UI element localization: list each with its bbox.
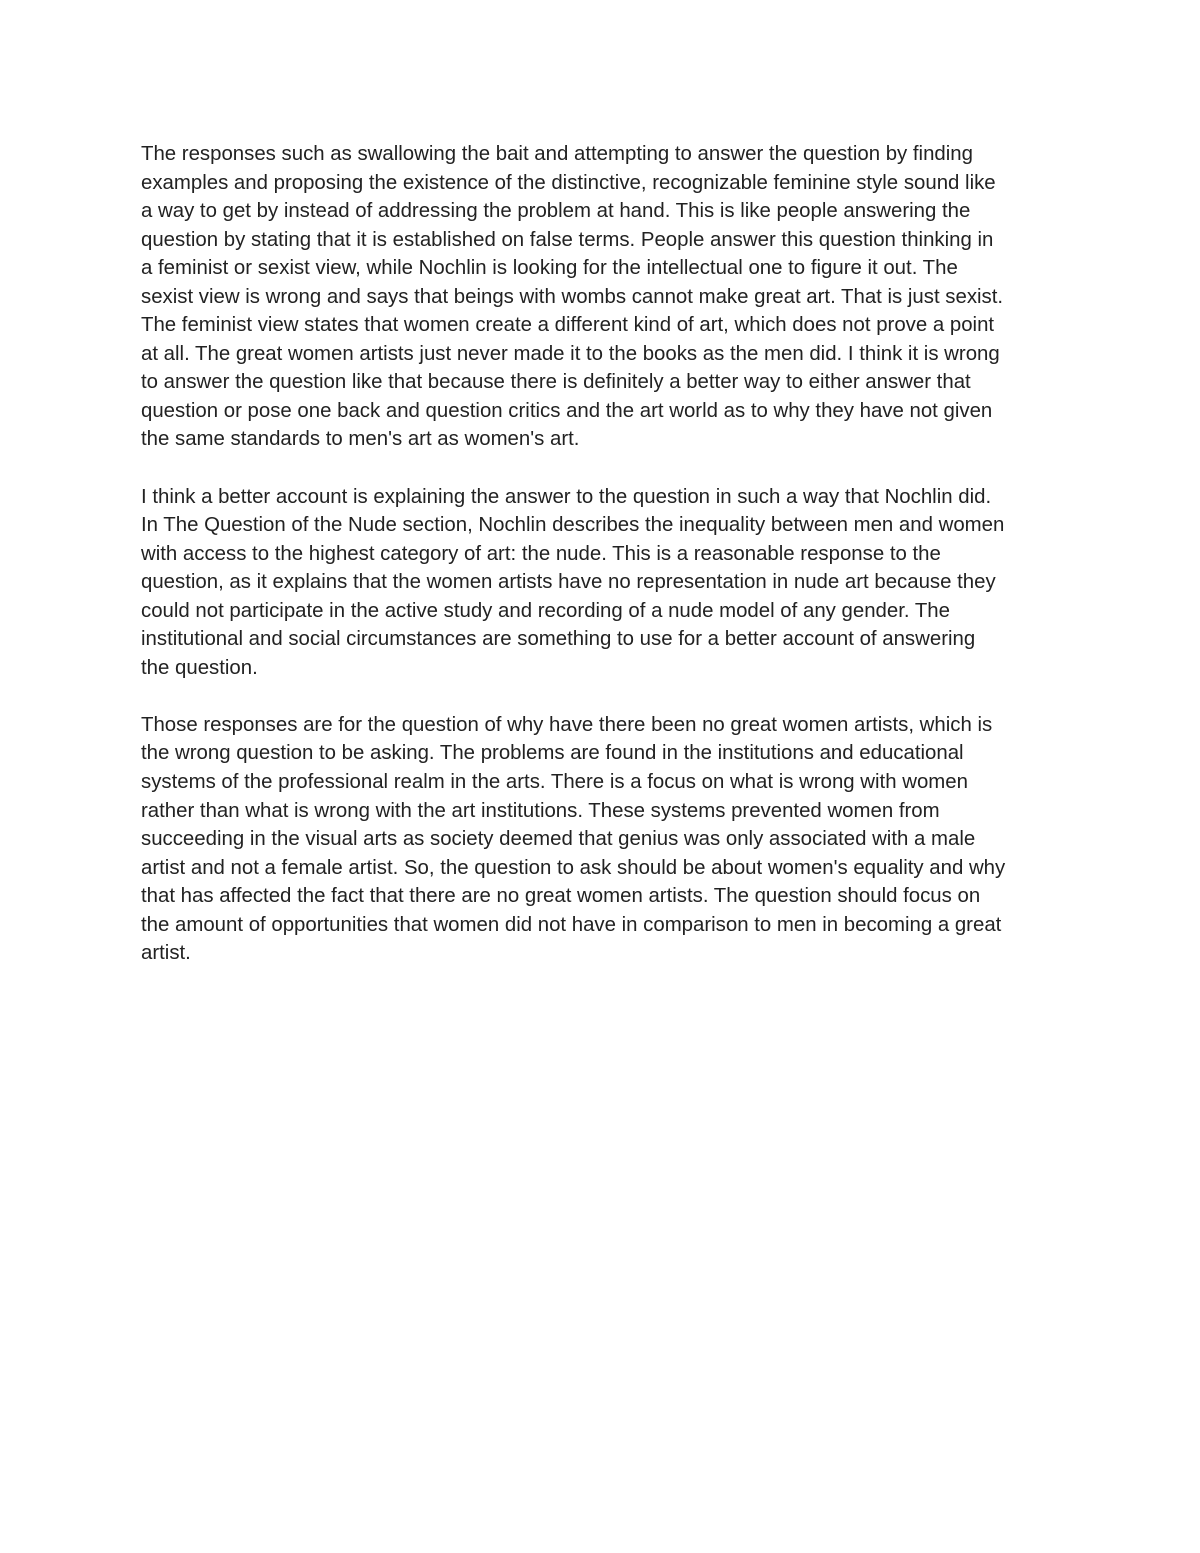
paragraph-line: artist. [141,942,191,965]
paragraph-line: Those responses are for the question of why have there been no great women artists, which is [141,713,993,736]
paragraph-line: systems of the professional realm in the arts. There is a focus on what is wrong with women [141,771,968,794]
paragraph-line: could not participate in the active study and recording of a nude model of any gender. The [141,599,950,622]
document-body [141,140,1071,996]
paragraph-line: at all. The great women artists just never made it to the books as the men did. I think it is wrong [141,342,1000,365]
paragraph-line: question, as it explains that the women artists have no representation in nude art because they [141,571,996,594]
paragraph-line: with access to the highest category of art: the nude. This is a reasonable response to the [141,542,941,565]
paragraph-line: to answer the question like that because there is definitely a better way to either answer that [141,371,971,394]
paragraph-line: In The Question of the Nude section, Nochlin describes the inequality between men and women [141,514,1005,537]
paragraph-line: I think a better account is explaining the answer to the question in such a way that Nochlin did. [141,485,992,508]
paragraph-line: the amount of opportunities that women did not have in comparison to men in becoming a great [141,913,1002,936]
paragraph-line: sexist view is wrong and says that beings with wombs cannot make great art. That is just sexist. [141,285,1004,308]
paragraph-line: The feminist view states that women create a different kind of art, which does not prove a point [141,314,995,337]
paragraph-1 [141,140,1071,454]
paragraph-line: artist and not a female artist. So, the question to ask should be about women's equality and why [141,856,1006,879]
paragraph-line: that has affected the fact that there are no great women artists. The question should focus on [141,885,981,908]
paragraph-2 [141,483,1071,683]
paragraph-3 [141,711,1071,968]
paragraph-line: institutional and social circumstances are something to use for a better account of answering [141,628,976,651]
paragraph-line: rather than what is wrong with the art institutions. These systems prevented women from [141,799,940,822]
paragraph-line: The responses such as swallowing the bait and attempting to answer the question by finding [141,143,973,165]
paragraph-line: succeeding in the visual arts as society deemed that genius was only associated with a male [141,828,976,851]
paragraph-line: the wrong question to be asking. The problems are found in the institutions and educational [141,742,964,765]
paragraph-line: question or pose one back and question critics and the art world as to why they have not given [141,399,993,422]
paragraph-line: a feminist or sexist view, while Nochlin is looking for the intellectual one to figure it out. The [141,257,958,280]
paragraph-line: a way to get by instead of addressing the problem at hand. This is like people answering the [141,200,971,223]
paragraph-line: examples and proposing the existence of the distinctive, recognizable feminine style sound like [141,171,996,194]
paragraph-line: question by stating that it is established on false terms. People answer this question thinking in [141,228,994,251]
paragraph-line: the same standards to men's art as women's art. [141,428,580,451]
paragraph-line: the question. [141,656,258,679]
